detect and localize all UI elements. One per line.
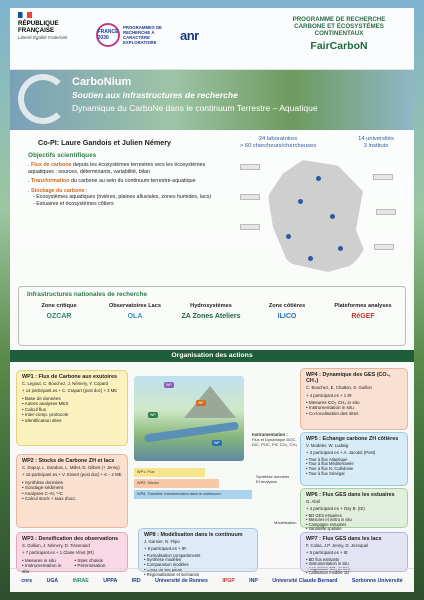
program-name: FairCarboN [310,40,368,52]
banner [10,70,414,130]
lab-logo [240,194,260,200]
instrumentation-label [252,432,302,447]
copi-text: Co-PI: Laure Gandois et Julien Némery [38,138,172,147]
ola-logo: OLA [127,313,143,320]
infra-head: Zone côtières [268,303,306,309]
banner-tagline: Dynamique du CarboNe dans le continuum Terrestre – Aquatique [72,103,318,113]
wp6-list [306,514,402,532]
objective-subitem: - Estuaires et écosystèmes côtiers [33,200,114,207]
bar-flux: WP1: Flux [134,468,205,477]
wp4-note: + 4 participant.es + 1 IR [306,392,352,398]
objective-item: . Transformation du carbone au sein du continuum terrestre-aquatique [28,178,196,185]
france-map [238,154,408,279]
wp1-note: + 14 participant.es + C. Crapart (post doc) + 3 ME [22,388,118,394]
list-item: • Instrumentation in situ [306,562,402,567]
bar-transfert: WP8: Transfert, transformation dans le continuum [134,490,252,499]
list-item: • Calibration modèle 1D [306,571,402,576]
river-shape [144,421,239,442]
program-line2: CARBONE ET ÉCOSYSTÈMES CONTINENTAUX [294,23,384,37]
infra-title: Infrastructures nationales de recherche [27,291,148,298]
lab-dot [316,176,321,181]
wp8-leaders: J. Garnier, N. Flipo [144,539,180,545]
list-item: • Synthèse données [22,480,122,486]
partner-logo: Université Claude Bernard [272,577,338,584]
list-item: • Inter-comp. protocole [22,412,122,418]
infrastructures-box [18,286,406,346]
list-item: • Formalisation compartiments [144,554,252,559]
program-line1: PROGRAMME DE RECHERCHE [292,16,386,23]
partner-logo: UGA [46,577,59,584]
infra-head: Plateformes analyses [334,303,392,309]
lab-logo [374,244,394,250]
objectives-section [10,134,414,284]
wp3-leaders: S. Gollion, J. Némery, D. Tissenand [22,543,90,549]
wp-bars [134,468,252,501]
synth-text: Et analyses [256,479,277,484]
objective-bold: Stockage du carbone [30,187,85,194]
za-logo: ZA Zones Ateliers [181,313,241,320]
lab-logo [376,209,396,215]
synthese-label [256,474,301,484]
wp1-box [16,370,128,446]
list-item: • Mesures in situ [22,558,70,564]
synth-title: Synthèse données [256,474,290,479]
stats-universities [346,136,406,150]
wp4-list [306,400,402,417]
list-item: • Sondage sédiment [22,485,122,491]
bar-stocks: WP2: Stocks [134,479,219,488]
objective-subitem: - Ecosystèmes aquatiques (rivières, plaines alluviales, zones humides, lacs) [33,194,212,201]
french-flag-icon [18,12,32,18]
researchers-count: > 60 chercheurs/chercheuses [239,143,317,149]
list-item: • Mesures CO₂ CH₄ in situ [306,400,402,406]
objective-rest: du carbone au sein du continuum terrestre-aquatique [69,178,196,185]
wp2-leaders: C. Dupuy, L. Gandois, L. Millet, D. Gilbert (+ Jenny) [22,465,120,471]
partner-logo: IPGP [222,577,235,584]
instr-text: Flux et Dynamique DOC, DIC, POC, PIC CO₂, CH₄ [252,437,297,447]
mountain-shape [184,386,236,418]
infra-head: Zone critique [41,303,77,309]
list-item: • BD GES estuaires [306,514,402,519]
subitem-text: Estuaires et écosystèmes côtiers [36,200,114,207]
wp-tag: WP [166,383,172,387]
wp-tag: WP [198,401,204,405]
list-item: • Synthèse modèles [144,558,252,563]
list-item: • Sites choisis [75,558,123,564]
wp7-title: WP7 : Flux GES dans les lacs [306,536,382,542]
wp2-list [22,480,122,502]
partner-logo: Université de Rennes [155,577,208,584]
universities-count: 14 universités [358,136,394,142]
banner-title: CarboNium [72,76,132,88]
objectives-title: Objectifs scientifiques [28,152,97,159]
program-block [274,16,404,52]
objective-item: . Flux de carbone depuis les écosystèmes terrestres vers les écosystèmes aquatiques : sources, déterminants, variabilité, bilan [28,162,206,175]
list-item: • Base de données [22,396,122,402]
lab-logo [240,224,260,230]
list-item: • Choix de site pilote [144,568,252,573]
infra-col-za [175,303,247,320]
regef-logo: RéGEF [351,313,375,320]
wp8-title: WP8 : Modélisation dans le continuum [144,532,243,538]
wp2-note: + 16 participant.es + V. Essert (post doc) + 6 – 2 ME [22,472,122,478]
list-item: • Calcul flux [22,407,122,413]
list-item: • Régionalisation et scénarios [144,573,252,578]
list-item: • Instrumentation in situ [22,563,70,574]
wp3-note: + 7 participant.es + 1 Claire Vinot (IR) [22,550,94,556]
infra-col-ola [99,303,171,320]
list-item: • Comparaison modèles [144,563,252,568]
partner-logo: INP [249,577,258,584]
stats-labs [238,136,318,150]
lab-logo [240,164,260,170]
list-item: • Pérennisation [75,563,123,569]
landscape-illustration [134,376,244,461]
partner-logo: IRD [131,577,141,584]
infra-head: Hydrosystèmes [190,303,232,309]
objective-bold: Flux de carbone [30,162,72,168]
wp5-title: WP5 : Echange carbone ZH côtières [306,436,399,442]
ozcar-logo: OZCAR [46,313,72,320]
wp7-leaders: F. Colas, J.P. Jenny, D. Jezequel [306,543,369,549]
continuum-diagram [134,370,297,525]
republique-francaise-logo [18,12,80,41]
wp5-list [306,458,402,477]
list-item: • Acquisition CO₂ et CH₄ [306,567,402,572]
objective-bold: Transformation [30,178,70,185]
subitem-text: Ecosystèmes aquatiques (rivières, plaines alluviales, zones humides, lacs) [36,194,212,201]
carbonium-ring-icon [18,74,68,124]
france2030-circle: FRANCE 2030 [96,23,120,47]
list-item: • Autres analyses MES [22,401,122,407]
wp1-title: WP1 : Flux de Carbone aux exutoires [22,374,117,380]
header [10,8,414,70]
list-item: • Variabilité spatiale [306,527,402,532]
wp1-leaders: C. Legout, C. Bouchez, J. Némery, Y. Copard [22,381,108,387]
wp-tag: WP [150,413,156,417]
lab-dot [286,234,291,239]
list-item: • Calcul stock + taux d'acc. [22,496,122,502]
wp8-note: + 9 participant.es + IR [144,546,187,552]
wp4-title: WP4 : Dynamique des GES (CO₂, CH₄) [306,372,391,385]
lab-dot [298,199,303,204]
wp1-list [22,396,122,424]
instr-title: Instrumentation : [252,432,288,437]
lab-logo [373,174,393,180]
wp6-leaders: G. Abril [306,499,321,505]
anr-logo: anr [180,28,199,43]
infra-col-ilico [251,303,323,320]
wp6-box [300,488,408,532]
footer-logos [10,568,414,592]
wp3-box [16,532,128,572]
wp4-leaders: C. Bouchez, E. Chatton, S. Guillon [306,385,372,391]
institutes-count: 3 instituts [363,143,389,149]
list-item: • Tour à flux Sénégal [306,472,402,477]
list-item: • Mesures et instru in situ [306,518,402,523]
partner-logo: cnrs [21,577,33,584]
wp3-title: WP3 : Densification des observations [22,536,119,542]
work-packages-area [10,362,414,577]
wp7-box [300,532,408,576]
wp5-box [300,432,408,486]
infra-col-regef [327,303,399,320]
list-item: • Identification sites [22,418,122,424]
motto-text: Liberté Égalité Fraternité [18,35,68,40]
republique-text: RÉPUBLIQUE FRANÇAISE [18,20,59,34]
ilico-logo: ILICO [277,313,297,320]
lab-dot [308,256,313,261]
wp5-note: + 3 participant.es + A. Jacotot (Post) [306,450,376,456]
objectives-list [28,162,218,211]
lab-dot [338,246,343,251]
partner-logo: UPPA [103,577,118,584]
organisation-bar: Organisation des actions [10,350,414,362]
lab-dot [330,214,335,219]
wp2-title: WP2 : Stocks de Carbone ZH et lacs [22,458,115,464]
list-item: • BD flux existants [306,558,402,563]
wp8-box [138,528,258,577]
list-item: • Tour à flux Méditerranée [306,462,402,467]
labs-count: 24 laboratoires [258,136,298,142]
objective-rest: depuis les écosystèmes terrestres vers les écosystèmes aquatiques : sources, déterminants, variabilité, bilan [28,162,206,175]
list-item: • Analyses C–N, ¹⁴C [22,491,122,497]
wp6-title: WP6 : Flux GES dans les estuaires [306,492,395,498]
objective-rest: : [84,187,88,194]
wp4-box [300,368,408,430]
france2030-text: PROGRAMMES DE RECHERCHE À CARACTÈRE EXPLORATOIRE [123,25,162,45]
infra-col-ozcar [23,303,95,320]
list-item: • Tour à flux N. Calédonie [306,467,402,472]
partner-logo: INRAE [72,577,89,584]
france2030-logo [96,22,178,48]
wp5-leaders: V. Modeler, W. Ludwig [306,443,349,449]
wp6-note: + 4 participant.es + Oxy B. (IE) [306,506,365,512]
list-item: • Instrumentation in situ [306,405,402,411]
list-item: • Campagne estuaires [306,523,402,528]
list-item: • Co-localisation des sites [306,411,402,417]
objective-item: . Stockage du carbone : - Ecosystèmes aquatiques (rivières, plaines alluviales, zones humides, lacs) - Estuaires et écosystèmes côtiers [28,188,218,208]
banner-subtitle: Soutien aux infrastructures de recherche [72,90,238,100]
wp7-note: + 5 participant.es + IE [306,550,348,556]
poster [10,8,414,592]
infra-head: Observatoires Lacs [109,303,161,309]
wp2-box [16,454,128,528]
modelisation-label: Modélisation [274,520,297,525]
wp-tag: WP [214,441,220,445]
list-item: • Tour à flux Atlantique [306,458,402,463]
partner-logo: Sorbonne Université [351,577,403,584]
